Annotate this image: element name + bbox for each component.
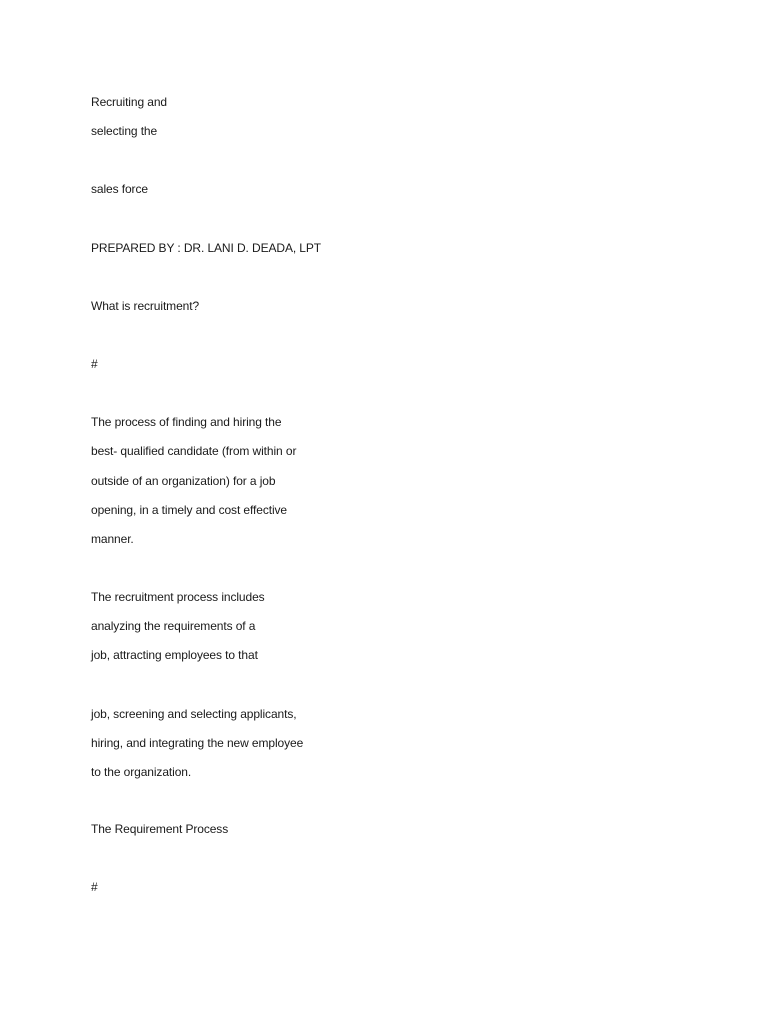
title-line-1: Recruiting and xyxy=(91,95,167,109)
paragraph-line: The process of finding and hiring the xyxy=(91,415,282,429)
placeholder-hash: # xyxy=(91,357,98,371)
paragraph-line: hiring, and integrating the new employee xyxy=(91,736,304,750)
paragraph-line: job, attracting employees to that xyxy=(91,648,258,662)
paragraph-line: to the organization. xyxy=(91,765,192,779)
paragraph-line: best- qualified candidate (from within or xyxy=(91,444,297,458)
question-heading: What is recruitment? xyxy=(91,299,200,313)
paragraph-line: job, screening and selecting applicants, xyxy=(91,707,297,721)
paragraph-line: outside of an organization) for a job xyxy=(91,474,276,488)
paragraph-line: analyzing the requirements of a xyxy=(91,619,256,633)
prepared-by: PREPARED BY : DR. LANI D. DEADA, LPT xyxy=(91,241,322,255)
placeholder-hash: # xyxy=(91,880,98,894)
paragraph-line: opening, in a timely and cost effective xyxy=(91,503,287,517)
paragraph-line: manner. xyxy=(91,532,134,546)
section-heading: The Requirement Process xyxy=(91,822,229,836)
title-line-3: sales force xyxy=(91,182,148,196)
title-line-2: selecting the xyxy=(91,124,158,138)
paragraph-line: The recruitment process includes xyxy=(91,590,265,604)
